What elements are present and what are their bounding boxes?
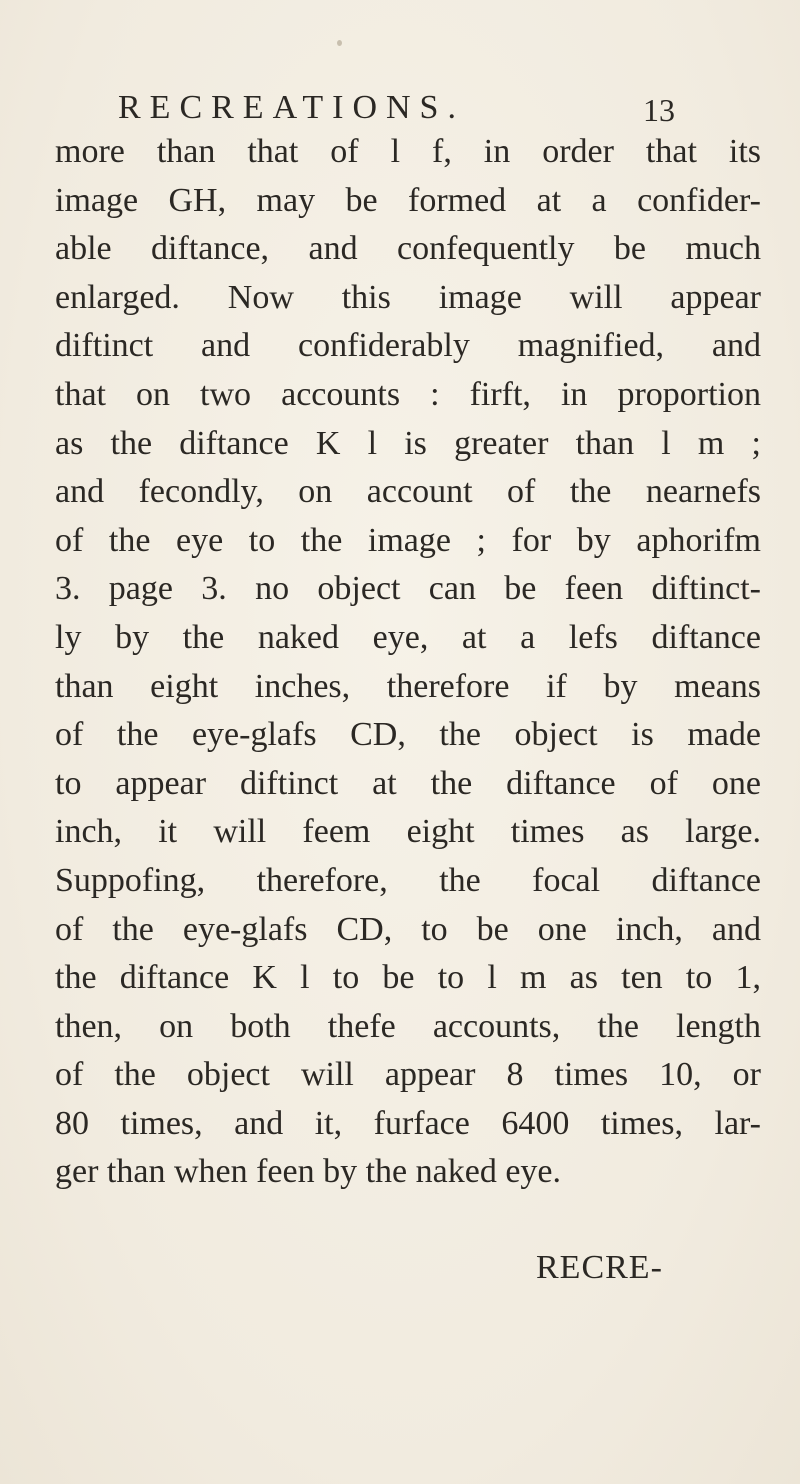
text-line: enlarged. Now this image will appear [55,278,761,316]
text-line: and fecondly, on account of the nearnefs [55,473,761,511]
text-line: that on two accounts : firft, in proportion [55,375,761,413]
page-number: 13 [643,92,675,128]
text-line: able diftance, and confequently be much [55,230,761,268]
paper-speck [337,40,342,46]
text-line: to appear diftinct at the diftance of one [55,764,761,802]
text-line: more than that of l f, in order that its [55,133,761,170]
text-line: of the object will appear 8 times 10, or [55,1056,761,1094]
text-line: diftinct and confiderably magnified, and [55,327,761,365]
text-line: 80 times, and it, furface 6400 times, lar- [55,1104,761,1142]
text-line: ly by the naked eye, at a lefs diftance [55,618,761,656]
text-line: then, on both thefe accounts, the length [55,1007,761,1045]
running-title: RECREATIONS. [118,89,465,126]
text-line-last: ger than when feen by the naked eye. [55,1153,561,1191]
text-line: the diftance K l to be to l m as ten to 1, [55,959,761,997]
text-line: of the eye-glafs CD, to be one inch, and [55,910,761,948]
body-text [55,128,761,1197]
text-line: of the eye-glafs CD, the object is made [55,716,761,754]
text-line: 3. page 3. no object can be feen diftinct- [55,570,761,608]
text-line: than eight inches, therefore if by means [55,667,761,705]
catchword: RECRE- [536,1249,663,1286]
text-line: Suppofing, therefore, the focal diftance [55,861,761,899]
running-head [118,88,678,128]
text-line: as the diftance K l is greater than l m ; [55,424,761,462]
text-line: image GH, may be formed at a confider- [55,181,761,219]
text-line: inch, it will feem eight times as large. [55,813,761,851]
text-line: of the eye to the image ; for by aphorifm [55,521,761,559]
